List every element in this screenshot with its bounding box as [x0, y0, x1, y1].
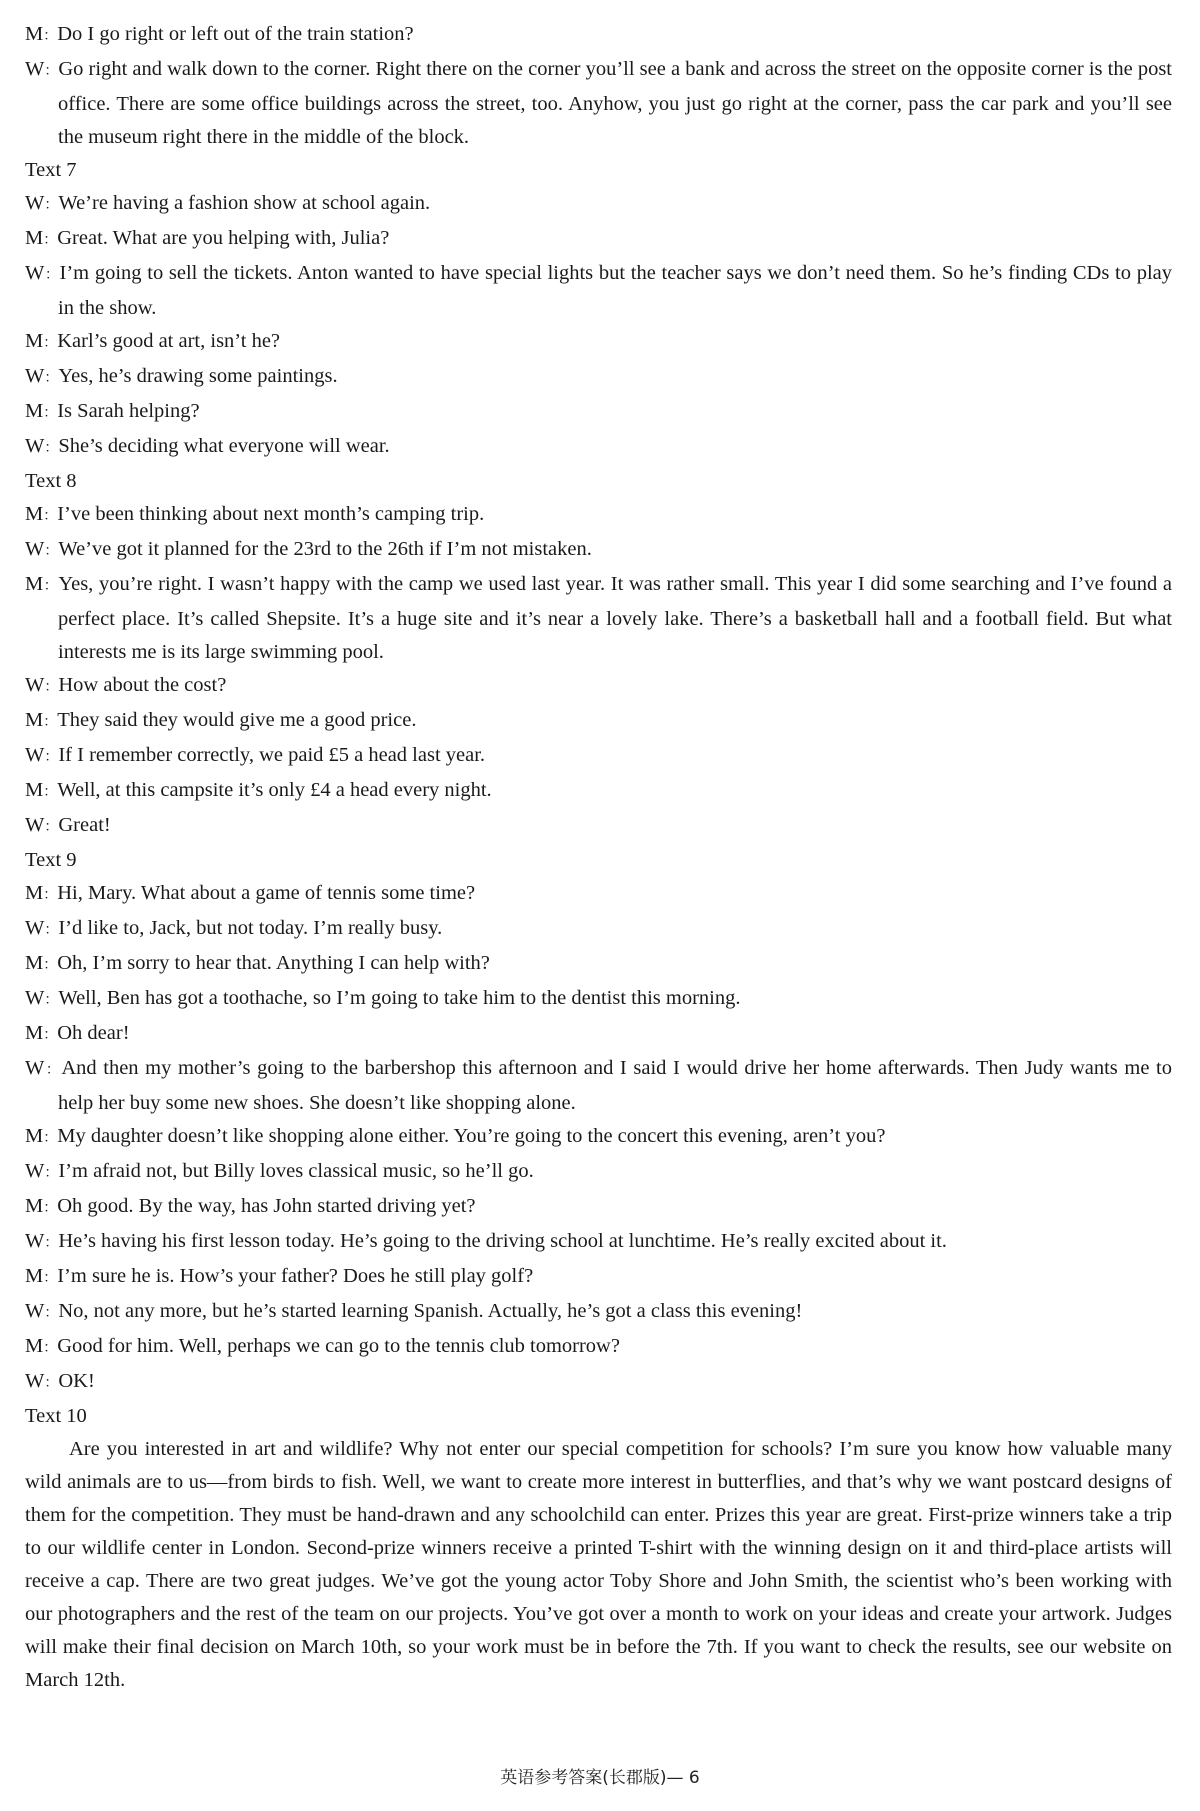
dialogue-text: We’re having a fashion show at school again.: [58, 192, 431, 214]
dialogue-text: OK!: [58, 1370, 95, 1392]
dialogue-text: And then my mother’s going to the barbershop this afternoon and I said I would drive her home afterwards. Then Judy wants me to help her buy some new shoes. She doesn’t like shopping alone.: [58, 1057, 1173, 1114]
page-footer: 英语参考答案(长郡版)— 6: [500, 1768, 700, 1788]
speaker-separator: ：: [43, 1200, 58, 1216]
speaker-separator: ：: [44, 370, 59, 386]
dialogue-text: My daughter doesn’t like shopping alone either. You’re going to the concert this evening, aren’t you?: [57, 1125, 886, 1147]
dialogue-text: Go right and walk down to the corner. Right there on the corner you’ll see a bank and across the street on the opposite corner is the post office. There are some office buildings across the street, too. Anyhow, you just go right at the corner, pass the car park and you’ll see the museum right there in the middle of the block.: [58, 58, 1173, 148]
dialogue-line: [25, 982, 1172, 1017]
dialogue-text: Oh good. By the way, has John started driving yet?: [57, 1195, 476, 1217]
speaker-label: W: [25, 917, 45, 939]
speaker-separator: ：: [44, 922, 59, 938]
dialogue-line: [25, 669, 1172, 704]
speaker-label: W: [25, 987, 45, 1009]
dialogue-text: Hi, Mary. What about a game of tennis some time?: [57, 882, 476, 904]
dialogue-line: [25, 360, 1172, 395]
dialogue-line: [25, 947, 1172, 982]
speaker-label: M: [25, 227, 44, 249]
dialogue-line: [25, 912, 1172, 947]
dialogue-text: Yes, he’s drawing some paintings.: [58, 365, 338, 387]
dialogue-text: Is Sarah helping?: [57, 400, 200, 422]
speaker-label: M: [25, 952, 44, 974]
speaker-label: W: [25, 1160, 45, 1182]
dialogue-line: [25, 1365, 1172, 1400]
speaker-separator: ：: [43, 714, 58, 730]
speaker-label: W: [25, 1370, 45, 1392]
speaker-label: M: [25, 503, 44, 525]
dialogue-text: Oh dear!: [57, 1022, 130, 1044]
speaker-label: M: [25, 1022, 44, 1044]
speaker-label: M: [25, 882, 44, 904]
text-heading: Text 7: [25, 159, 77, 181]
dialogue-line: [25, 257, 1172, 325]
dialogue-text: I’d like to, Jack, but not today. I’m really busy.: [58, 917, 443, 939]
dialogue-line: [25, 1225, 1172, 1260]
speaker-label: W: [25, 1230, 45, 1252]
speaker-separator: ：: [43, 28, 58, 44]
text-heading: Text 10: [25, 1405, 87, 1427]
speaker-separator: ：: [43, 1270, 58, 1286]
speaker-separator: ：: [44, 1062, 62, 1078]
dialogue-line: [25, 325, 1172, 360]
speaker-label: W: [25, 744, 45, 766]
dialogue-line: [25, 1052, 1172, 1120]
speaker-separator: ：: [43, 1130, 58, 1146]
speaker-separator: ：: [43, 887, 58, 903]
speaker-separator: ：: [43, 508, 58, 524]
speaker-separator: ：: [44, 1375, 59, 1391]
dialogue-text: We’ve got it planned for the 23rd to the 26th if I’m not mistaken.: [58, 538, 592, 560]
dialogue-line: [25, 774, 1172, 809]
dialogue-text: Well, Ben has got a toothache, so I’m going to take him to the dentist this morning.: [58, 987, 741, 1009]
speaker-label: W: [25, 58, 45, 80]
speaker-label: M: [25, 1335, 44, 1357]
speaker-separator: ：: [43, 578, 59, 594]
dialogue-text: I’m sure he is. How’s your father? Does he still play golf?: [57, 1265, 534, 1287]
text-heading: Text 9: [25, 849, 77, 871]
dialogue-text: How about the cost?: [58, 674, 227, 696]
dialogue-text: I’ve been thinking about next month’s camping trip.: [57, 503, 485, 525]
dialogue-text: I’m afraid not, but Billy loves classical music, so he’ll go.: [58, 1160, 534, 1182]
speaker-separator: ：: [44, 440, 59, 456]
speaker-label: W: [25, 1057, 45, 1079]
speaker-separator: ：: [44, 1235, 59, 1251]
speaker-label: M: [25, 1125, 44, 1147]
speaker-separator: ：: [43, 335, 58, 351]
dialogue-text: I’m going to sell the tickets. Anton wanted to have special lights but the teacher says we don’t need them. So he’s finding CDs to play in the show.: [58, 262, 1173, 319]
speaker-label: W: [25, 365, 45, 387]
dialogue-line: [25, 568, 1172, 669]
dialogue-line: [25, 1190, 1172, 1225]
dialogue-line: [25, 877, 1172, 912]
speaker-separator: ：: [44, 197, 59, 213]
dialogue-text: Great!: [58, 814, 111, 836]
dialogue-text: They said they would give me a good price.: [57, 709, 417, 731]
dialogue-line: [25, 533, 1172, 568]
dialogue-line: [25, 430, 1172, 465]
speaker-label: M: [25, 330, 44, 352]
dialogue-text: Yes, you’re right. I wasn’t happy with the camp we used last year. It was rather small. This year I did some searching and I’ve found a perfect place. It’s called Shepsite. It’s a huge site and it’s near a lovely lake. There’s a basketball hall and a football field. But what interests me is its large swimming pool.: [58, 573, 1173, 663]
dialogue-text: She’s deciding what everyone will wear.: [58, 435, 390, 457]
dialogue-line: [25, 1155, 1172, 1190]
speaker-label: W: [25, 262, 45, 284]
speaker-separator: ：: [44, 679, 59, 695]
transcript-content: [25, 18, 1172, 1697]
dialogue-text: Do I go right or left out of the train station?: [57, 23, 414, 45]
speaker-separator: ：: [44, 63, 59, 79]
speaker-label: M: [25, 1195, 44, 1217]
speaker-label: M: [25, 709, 44, 731]
dialogue-text: Good for him. Well, perhaps we can go to the tennis club tomorrow?: [57, 1335, 620, 1357]
speaker-separator: ：: [43, 1027, 58, 1043]
speaker-separator: ：: [44, 543, 59, 559]
speaker-label: W: [25, 814, 45, 836]
dialogue-text: He’s having his first lesson today. He’s going to the driving school at lunchtime. He’s really excited about it.: [58, 1230, 947, 1252]
dialogue-line: [25, 1330, 1172, 1365]
dialogue-line: [25, 53, 1172, 154]
speaker-separator: ：: [44, 1165, 59, 1181]
dialogue-line: [25, 809, 1172, 844]
dialogue-text: If I remember correctly, we paid £5 a head last year.: [58, 744, 486, 766]
speaker-label: M: [25, 779, 44, 801]
dialogue-text: Oh, I’m sorry to hear that. Anything I can help with?: [57, 952, 490, 974]
speaker-separator: ：: [43, 405, 58, 421]
dialogue-line: [25, 739, 1172, 774]
speaker-separator: ：: [43, 784, 58, 800]
speaker-separator: ：: [44, 819, 59, 835]
dialogue-text: Great. What are you helping with, Julia?: [57, 227, 390, 249]
speaker-separator: ：: [44, 749, 59, 765]
dialogue-text: Well, at this campsite it’s only £4 a head every night.: [57, 779, 492, 801]
dialogue-line: [25, 498, 1172, 533]
speaker-separator: ：: [44, 267, 60, 283]
dialogue-line: [25, 1017, 1172, 1052]
speaker-label: W: [25, 538, 45, 560]
speaker-separator: ：: [44, 992, 59, 1008]
speaker-separator: ：: [44, 1305, 59, 1321]
speaker-label: M: [25, 573, 44, 595]
speaker-label: W: [25, 1300, 45, 1322]
speaker-label: W: [25, 435, 45, 457]
speaker-separator: ：: [43, 957, 58, 973]
speaker-separator: ：: [43, 1340, 58, 1356]
dialogue-line: [25, 395, 1172, 430]
dialogue-line: [25, 1120, 1172, 1155]
speaker-separator: ：: [43, 232, 58, 248]
monologue-paragraph: Are you interested in art and wildlife? Why not enter our special competition for schools? I’m sure you know how valuable many wild animals are to us—from birds to fish. Well, we want to create more interest in butterflies, and that’s why we want postcard designs of them for the competition. They must be hand-drawn and any schoolchild can enter. Prizes this year are great. First-prize winners take a trip to our wildlife center in London. Second-prize winners receive a printed T-shirt with the winning design on it and third-place artists will receive a cap. There are two great judges. We’ve got the young actor Toby Shore and John Smith, the scientist who’s been working with our photographers and the rest of the team on our projects. You’ve got over a month to work on your ideas and create your artwork. Judges will make their final decision on March 10th, so your work must be in before the 7th. If you want to check the results, see our website on March 12th.: [25, 1438, 1172, 1691]
speaker-label: W: [25, 674, 45, 696]
dialogue-text: Karl’s good at art, isn’t he?: [57, 330, 281, 352]
speaker-label: M: [25, 1265, 44, 1287]
dialogue-text: No, not any more, but he’s started learning Spanish. Actually, he’s got a class this evening!: [58, 1300, 803, 1322]
dialogue-line: [25, 1260, 1172, 1295]
speaker-label: M: [25, 23, 44, 45]
dialogue-line: [25, 704, 1172, 739]
dialogue-line: [25, 187, 1172, 222]
speaker-label: M: [25, 400, 44, 422]
dialogue-line: [25, 1295, 1172, 1330]
dialogue-line: [25, 18, 1172, 53]
text-heading: Text 8: [25, 470, 77, 492]
speaker-label: W: [25, 192, 45, 214]
dialogue-line: [25, 222, 1172, 257]
